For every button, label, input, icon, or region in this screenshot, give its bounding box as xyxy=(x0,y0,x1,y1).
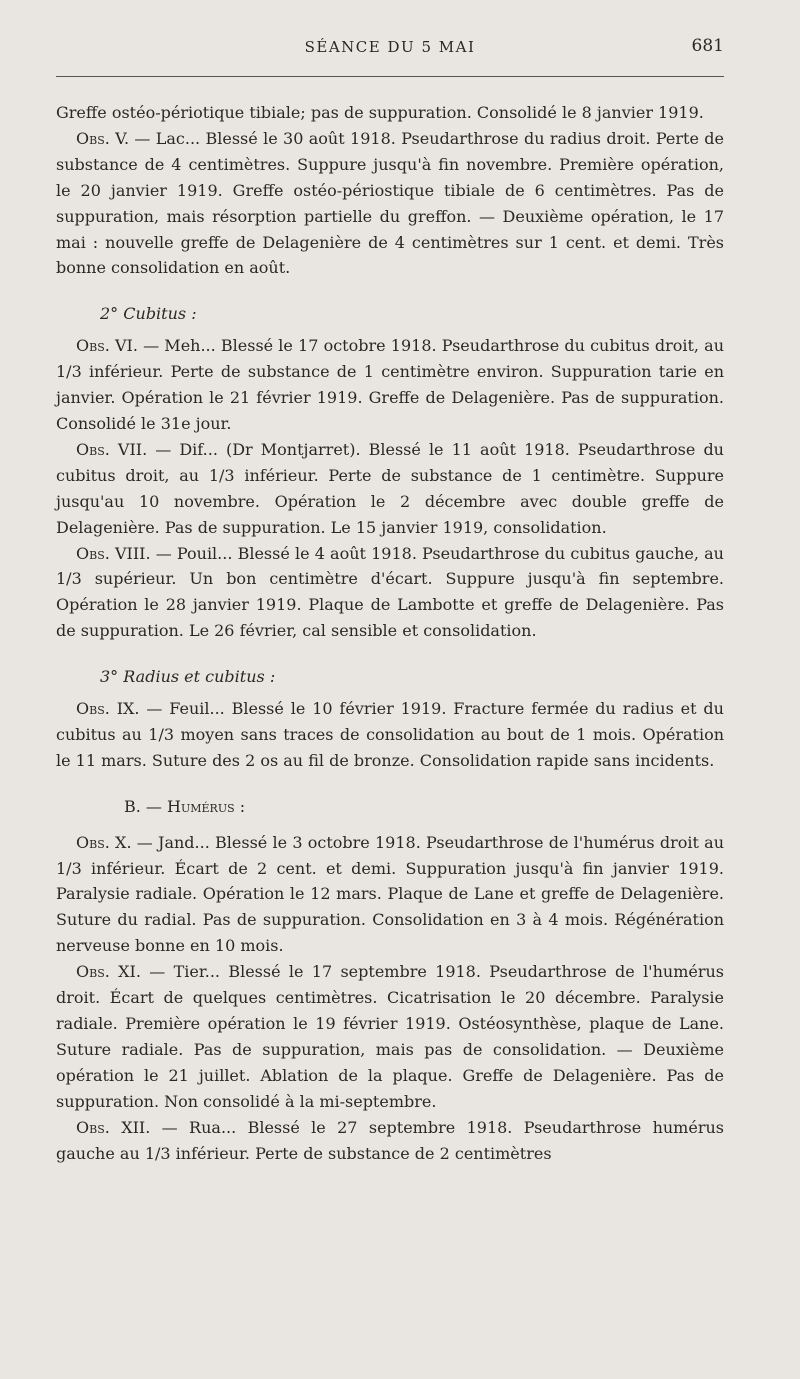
paragraph-obs-viii: Obs. VIII. — Pouil... Blessé le 4 août 1918. Pseudarthrose du cubitus gauche, au 1/3 supérieur. Un bon centimètre d'écart. Suppure jusqu'à fin septembre. Opération le 28 janvier 1919. Plaque de Lambotte et greffe de Delagenière. Pas de suppuration. Le 26 février, cal sensible et consolidation. xyxy=(56,543,724,641)
page-number: 681 xyxy=(691,36,724,56)
paragraph-obs-v: Obs. V. — Lac... Blessé le 30 août 1918. Pseudarthrose du radius droit. Perte de substance de 4 centimètres. Suppure jusqu'à fin novembre. Première opération, le 20 janvier 1919. Greffe ostéo-périostique tibiale de 6 centimètres. Pas de suppuration, mais résorption partielle du greffon. — Deuxième opération, le 17 mai : nouvelle greffe de Delagenière de 4 centimètres sur 1 cent. et demi. Très bonne consolidation en août. xyxy=(56,128,724,278)
paragraph-obs-vi: Obs. VI. — Meh... Blessé le 17 octobre 1918. Pseudarthrose du cubitus droit, au 1/3 inférieur. Perte de substance de 1 centimètre environ. Suppuration tarie en janvier. Opération le 21 février 1919. Greffe de Delagenière. Pas de suppuration. Consolidé le 31e jour. xyxy=(56,336,725,433)
running-title: SÉANCE DU 5 MAI xyxy=(304,38,476,56)
page-body xyxy=(56,100,724,1166)
paragraph-obs-xi: Obs. XI. — Tier... Blessé le 17 septembre 1918. Pseudarthrose de l'humérus droit. Écart de quelques centimètres. Cicatrisation le 20 décembre. Paralysie radiale. Première opération le 19 février 1919. Ostéosynthèse, plaque de Lane. Suture radiale. Pas de suppuration, mais pas de consolidation. — Deuxième opération le 21 juillet. Ablation de la plaque. Greffe de Delagenière. Pas de suppuration. Non consolidé à la mi-septembre. xyxy=(56,962,724,1111)
page-header xyxy=(56,38,724,62)
paragraph-obs-xii: Obs. XII. — Rua... Blessé le 27 septembre 1918. Pseudarthrose humérus gauche au 1/3 inférieur. Perte de substance de 2 centimètres xyxy=(56,1117,724,1163)
section-heading-radius-cubitus: 3° Radius et cubitus : xyxy=(100,667,276,687)
section-heading-cubitus: 2° Cubitus : xyxy=(100,304,197,324)
obs-label: Obs. V. xyxy=(76,128,130,148)
section-heading-humerus: B. — Humérus : xyxy=(124,796,246,816)
paragraph-obs-ix: Obs. IX. — Feuil... Blessé le 10 février 1919. Fracture fermée du radius et du cubitus au 1/3 moyen sans traces de consolidation au bout de 1 mois. Opération le 11 mars. Suture des 2 os au fil de bronze. Consolidation rapide sans incidents. xyxy=(56,699,724,770)
paragraph-obs-vii: Obs. VII. — Dif... (Dr Montjarret). Blessé le 11 août 1918. Pseudarthrose du cubitus droit, au 1/3 inférieur. Perte de substance de 1 centimètre. Suppure jusqu'au 10 novembre. Opération le 2 décembre avec double greffe de Delagenière. Pas de suppuration. Le 15 janvier 1919, consolidation. xyxy=(56,439,724,537)
paragraph-obs-x: Obs. X. — Jand... Blessé le 3 octobre 1918. Pseudarthrose de l'humérus droit au 1/3 inférieur. Écart de 2 cent. et demi. Suppuration jusqu'à fin janvier 1919. Paralysie radiale. Opération le 12 mars. Plaque de Lane et greffe de Delagenière. Suture du radial. Pas de suppuration. Consolidation en 3 à 4 mois. Régénération nerveuse bonne en 10 mois. xyxy=(56,832,725,956)
header-rule xyxy=(56,76,724,77)
paragraph: Greffe ostéo-périotique tibiale; pas de suppuration. Consolidé le 8 janvier 1919. xyxy=(56,103,704,122)
